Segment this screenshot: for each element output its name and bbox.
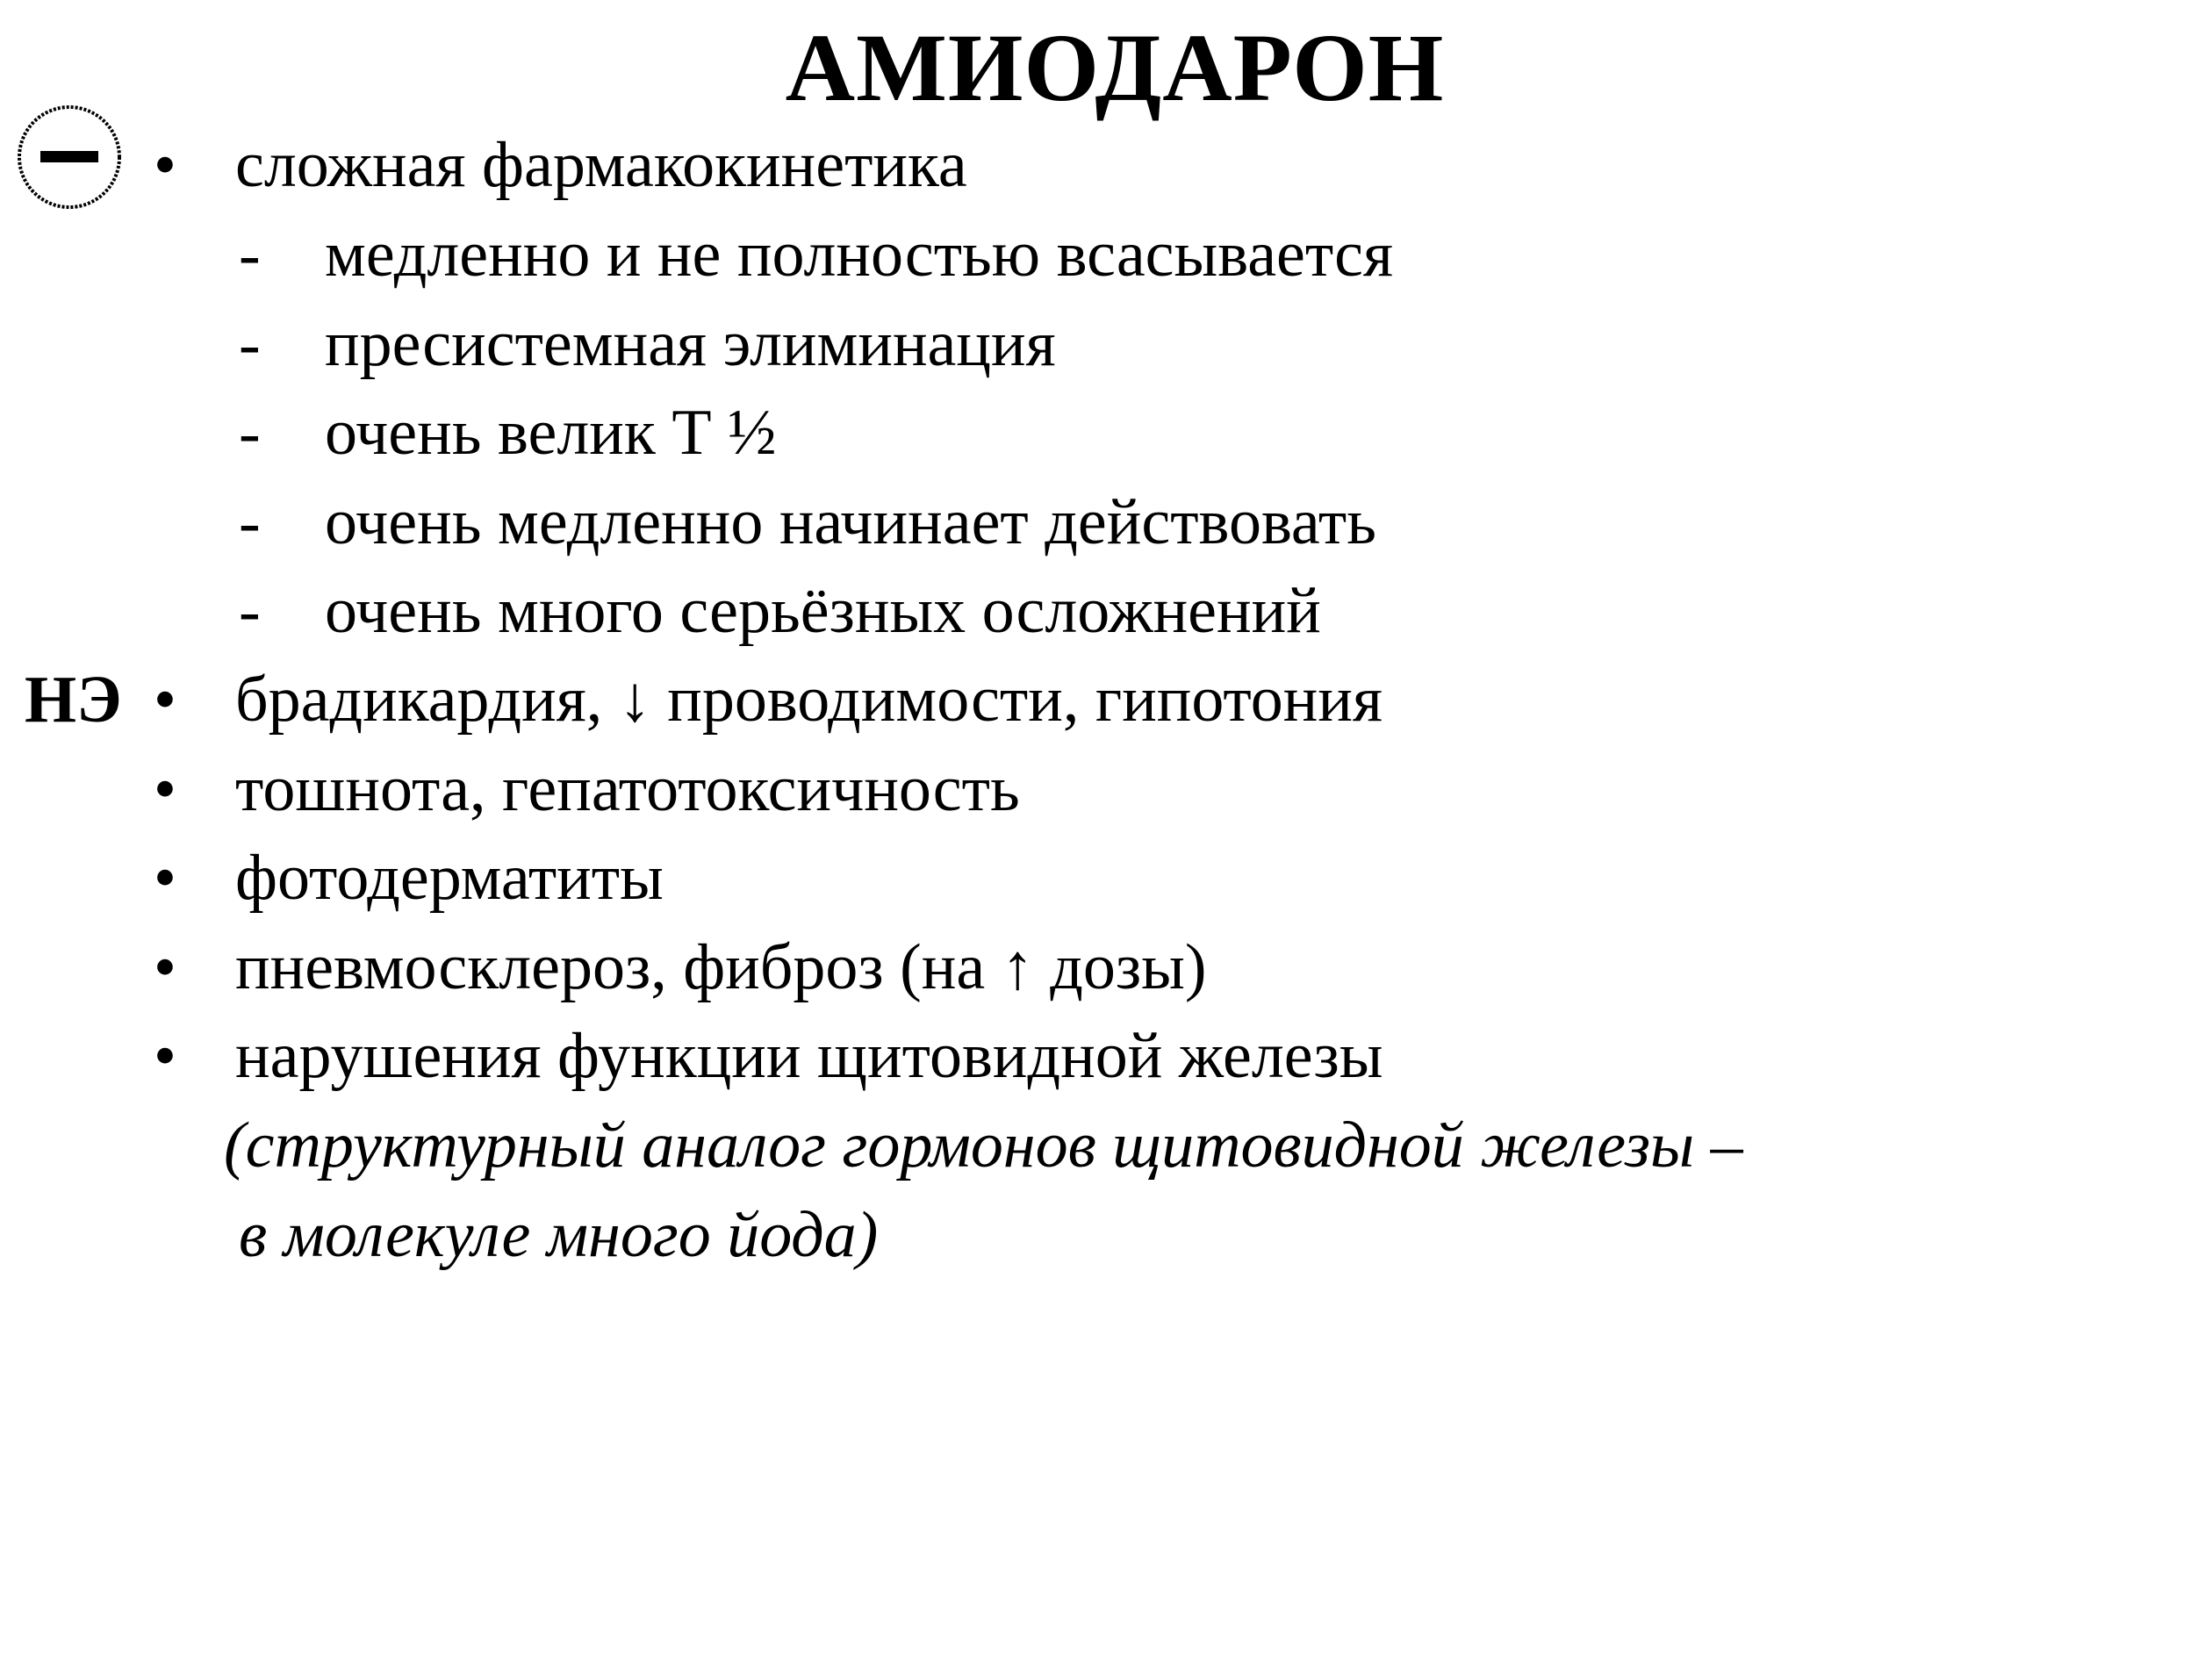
bullet-marker: •	[154, 931, 176, 1003]
side-effect-item: брадикардия, ↓ проводимости, гипотония	[235, 664, 1383, 736]
note-line: в молекуле много йода)	[239, 1199, 879, 1271]
dash-marker: -	[239, 486, 261, 558]
side-effect-item: фотодерматиты	[235, 842, 664, 914]
side-effects-label: НЭ	[25, 663, 122, 736]
side-effect-item: тошнота, гепатотоксичность	[235, 753, 1020, 825]
bullet-marker: •	[154, 1020, 176, 1092]
circled-minus-icon	[16, 104, 123, 211]
side-effect-item: пневмосклероз, фиброз (на ↑ дозы)	[235, 931, 1207, 1003]
pk-subitem: медленно и не полностью всасывается	[325, 219, 1394, 291]
note-line: (структурный аналог гормонов щитовидной железы –	[224, 1110, 1743, 1181]
dash-marker: -	[239, 397, 261, 469]
bullet-marker: •	[154, 753, 176, 825]
bullet-marker: •	[154, 842, 176, 914]
slide-title: АМИОДАРОН	[785, 14, 1445, 121]
bullet-marker: •	[154, 129, 176, 201]
dash-marker: -	[239, 308, 261, 380]
bullet-marker: •	[154, 664, 176, 736]
pk-subitem: пресистемная элиминация	[325, 308, 1056, 380]
dash-marker: -	[239, 219, 261, 291]
pk-subitem: очень велик Т ½	[325, 397, 777, 469]
side-effect-item: нарушения функции щитовидной железы	[235, 1020, 1383, 1092]
pk-subitem: очень медленно начинает действовать	[325, 486, 1376, 558]
pk-subitem: очень много серьёзных осложнений	[325, 575, 1321, 647]
dash-marker: -	[239, 575, 261, 647]
pk-item: сложная фармакокинетика	[235, 129, 967, 201]
